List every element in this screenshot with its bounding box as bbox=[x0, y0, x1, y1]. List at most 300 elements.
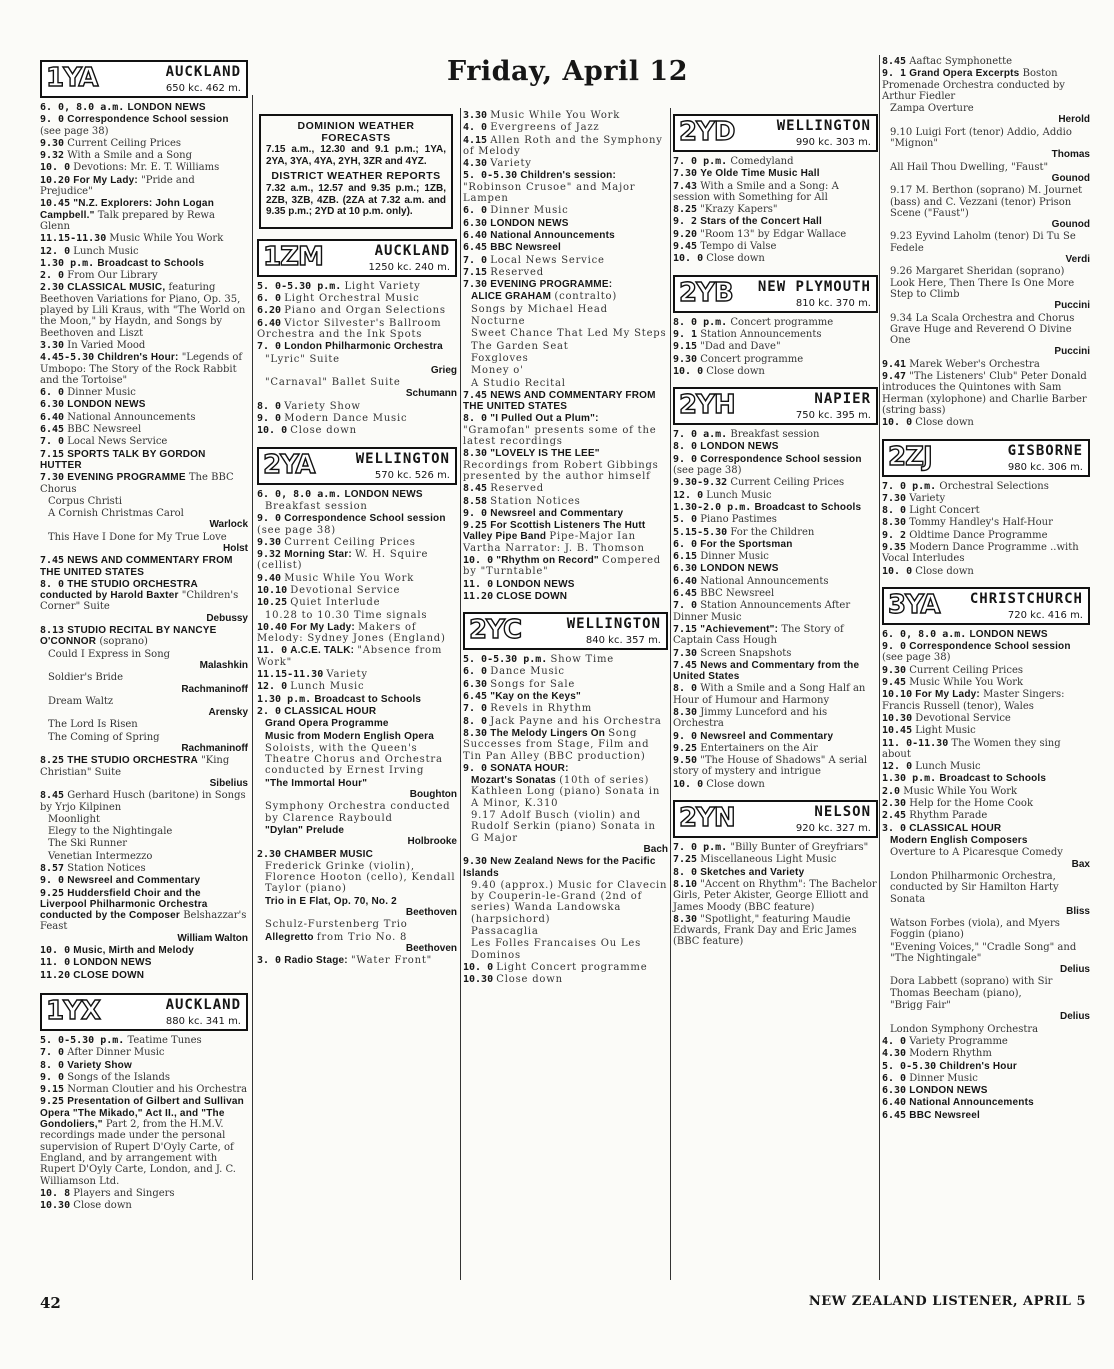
program-time: 9.30 bbox=[40, 137, 65, 149]
program-description: Sonata bbox=[890, 894, 926, 906]
program-entry bbox=[257, 573, 457, 584]
program-title: Newsreel and Commentary bbox=[67, 875, 201, 887]
program-time: 11.20 bbox=[463, 590, 494, 602]
program-entry bbox=[882, 689, 1090, 712]
program-time: 11.20 bbox=[40, 969, 71, 981]
program-title: Broadcast to Schools bbox=[97, 257, 205, 269]
program-time: 9.25 bbox=[40, 887, 65, 899]
program-time: 7.30 bbox=[882, 492, 907, 504]
program-entry bbox=[673, 588, 878, 599]
program-entry bbox=[40, 555, 248, 578]
program-entry bbox=[40, 1096, 248, 1186]
program-description: The Women they sing about bbox=[882, 737, 1061, 760]
program-time: 6. 0, 8.0 a.m. bbox=[882, 628, 967, 640]
program-title: "Rhythm on Record" bbox=[496, 554, 599, 566]
program-title: Grand Opera Excerpts bbox=[909, 68, 1020, 80]
program-composer: William Walton bbox=[177, 932, 248, 944]
program-title: For My Lady: bbox=[290, 621, 355, 633]
program-description: Close down bbox=[915, 565, 974, 577]
program-title: Correspondence School session bbox=[909, 641, 1071, 653]
program-time: 5. 0-5.30 bbox=[463, 170, 518, 182]
program-description: Marek Weber's Orchestra bbox=[909, 358, 1040, 370]
program-description: All Hail Thou Dwelling, "Faust" bbox=[890, 161, 1049, 173]
program-description: Current Ceiling Prices bbox=[909, 664, 1024, 676]
program-time: 9. 0 bbox=[463, 762, 488, 774]
program-description: "Legends of Umbopo: The Story of the Rock Rabbit and the Tortoise" bbox=[40, 352, 243, 386]
program-description: In Varied Mood bbox=[67, 339, 146, 351]
program-time: 9.35 bbox=[882, 541, 907, 553]
program-time: 9.41 bbox=[882, 358, 907, 370]
program-entry bbox=[882, 359, 1090, 370]
program-composer: Sibelius bbox=[209, 777, 248, 789]
program-time: 9. 0 bbox=[257, 513, 282, 525]
program-description: Light Music bbox=[915, 725, 976, 737]
program-entry bbox=[257, 861, 457, 895]
program-description: "Robinson Crusoe" and Major Lampen bbox=[463, 181, 636, 205]
program-entry bbox=[882, 713, 1090, 724]
program-entry bbox=[882, 823, 1090, 834]
program-description: Revels in Rhythm bbox=[490, 703, 592, 715]
program-entry bbox=[882, 1036, 1090, 1047]
program-entry bbox=[673, 563, 878, 574]
program-entry bbox=[40, 138, 248, 149]
program-description: With a Smile and a Song: A session with Something for All bbox=[673, 180, 839, 203]
program-title: EVENING PROGRAMME: bbox=[490, 279, 613, 291]
program-entry bbox=[673, 429, 878, 440]
program-time: 10.30 bbox=[40, 1200, 71, 1212]
program-time: 7.30 bbox=[40, 472, 65, 484]
program-description: Overture to A Picaresque Comedy bbox=[890, 847, 1063, 859]
program-entry bbox=[257, 681, 457, 692]
program-entry bbox=[463, 378, 668, 389]
program-entry bbox=[463, 304, 668, 315]
program-description: "Water Front" bbox=[351, 955, 433, 967]
program-entry bbox=[257, 645, 457, 668]
program-description: The Garden Seat bbox=[471, 340, 569, 352]
program-entry bbox=[40, 472, 248, 495]
program-description: Close down bbox=[706, 365, 765, 377]
program-time: 10. 8 bbox=[40, 1187, 71, 1199]
program-composer: Debussy bbox=[206, 612, 248, 624]
station-city: CHRISTCHURCH bbox=[969, 590, 1083, 607]
program-description: Music While You Work bbox=[284, 572, 415, 584]
program-title: "LOVELY IS THE LEE" bbox=[490, 448, 600, 460]
program-description: The Story of Captain Cass Hough bbox=[673, 623, 844, 647]
program-time: 1.30 p.m. bbox=[257, 693, 312, 705]
program-time: 9.30 bbox=[463, 856, 488, 868]
program-description: Elegy to the Nightingale bbox=[48, 826, 173, 838]
program-title: Morning Star: bbox=[284, 549, 352, 561]
program-entry bbox=[257, 896, 457, 919]
program-entry bbox=[882, 1085, 1090, 1096]
program-entry bbox=[463, 962, 668, 973]
program-time: 12. 0 bbox=[882, 761, 913, 773]
program-time: 10.30 bbox=[463, 974, 494, 986]
program-time: 9. 0 bbox=[40, 114, 65, 126]
program-time: 8.25 bbox=[40, 755, 65, 767]
program-entry bbox=[673, 229, 878, 240]
program-entry bbox=[463, 328, 668, 339]
program-description: (contralto) bbox=[554, 291, 618, 303]
program-time: 11.15-11.30 bbox=[40, 233, 107, 245]
program-time: 7. 0 bbox=[463, 703, 488, 715]
program-entry bbox=[257, 694, 457, 705]
program-description: The Coming of Spring bbox=[48, 731, 160, 743]
program-entry bbox=[40, 696, 248, 719]
program-time: 10. 0 bbox=[882, 417, 913, 429]
program-entry bbox=[463, 703, 668, 714]
program-list-2ya bbox=[257, 489, 457, 967]
program-time: 6. 0 bbox=[882, 1072, 907, 1084]
page-headline: Friday, April 12 bbox=[447, 56, 688, 87]
program-time: 8. 0 bbox=[673, 866, 698, 878]
station-frequency: 920 kc. 327 m. bbox=[795, 823, 871, 835]
program-time: 7.45 bbox=[673, 659, 698, 671]
program-title: "Achievement": bbox=[700, 623, 779, 635]
program-time: 7. 0 a.m. bbox=[673, 429, 728, 441]
program-description: Talk prepared by Rewa Glenn bbox=[40, 209, 215, 232]
station-2yc-header bbox=[463, 612, 668, 650]
program-entry bbox=[673, 648, 878, 659]
program-entry bbox=[882, 1000, 1090, 1023]
program-entry bbox=[463, 926, 668, 937]
program-title: Variety Show bbox=[67, 1059, 132, 1071]
program-entry bbox=[463, 716, 668, 727]
program-title: CLOSE DOWN bbox=[496, 590, 568, 602]
program-description: Norman Cloutier and his Orchestra bbox=[67, 1084, 248, 1096]
program-title: Newsreel and Commentary bbox=[700, 730, 834, 742]
program-time: 10.25 bbox=[257, 597, 288, 609]
program-entry bbox=[882, 566, 1090, 577]
program-entry bbox=[257, 501, 457, 512]
program-description: Variety bbox=[490, 158, 532, 170]
program-description: Entertainers on the Air bbox=[700, 742, 818, 754]
program-description: featuring Beethoven Variations for Piano, Op. 35, played by Lili Kraus, with "The World on the Moon," by Haydn, and Songs by Beethoven and Liszt bbox=[40, 282, 246, 339]
program-time: 8.30 bbox=[673, 913, 698, 925]
program-time: 6.40 bbox=[463, 229, 488, 241]
program-time: 10. 0 bbox=[257, 425, 288, 437]
program-entry bbox=[673, 683, 878, 706]
station-call-sign: 2YC bbox=[469, 615, 522, 646]
program-time: 6.40 bbox=[40, 411, 65, 423]
program-time: 6. 0, 8.0 a.m. bbox=[257, 488, 342, 500]
program-entry bbox=[463, 230, 668, 241]
program-title: Correspondence School session bbox=[67, 114, 229, 126]
program-entry bbox=[463, 691, 668, 702]
program-title: London Philharmonic Orchestra bbox=[284, 341, 443, 353]
station-1zm-header bbox=[257, 239, 457, 277]
program-entry bbox=[882, 629, 1090, 640]
program-entry bbox=[882, 162, 1090, 185]
program-description: (soprano) bbox=[99, 636, 148, 648]
program-time: 8.30 bbox=[463, 727, 488, 739]
program-entry bbox=[463, 483, 668, 494]
program-entry bbox=[673, 477, 878, 488]
program-description: "Spotlight," featuring Maudie Edwards, Frank Day and Eric James (BBC feature) bbox=[673, 913, 857, 948]
program-entry bbox=[257, 622, 457, 645]
program-description: "Gramofan" presents some of the latest recordings bbox=[463, 424, 657, 448]
station-city: NEW PLYMOUTH bbox=[757, 278, 871, 295]
program-description: Quiet Interlude bbox=[290, 597, 381, 609]
program-entry bbox=[40, 258, 248, 269]
station-city: WELLINGTON bbox=[566, 616, 661, 633]
program-entry bbox=[40, 340, 248, 351]
program-description: Music While You Work bbox=[909, 677, 1024, 689]
program-entry bbox=[257, 549, 457, 572]
program-list-3ya bbox=[882, 629, 1090, 1121]
station-city: AUCKLAND bbox=[374, 242, 450, 259]
program-description: Devotional Service bbox=[915, 712, 1011, 724]
program-description: "Brigg Fair" bbox=[890, 1000, 951, 1012]
program-entry bbox=[463, 413, 668, 447]
program-time: 6.45 bbox=[882, 1109, 907, 1121]
program-entry bbox=[882, 798, 1090, 809]
program-time: 8. 0 bbox=[257, 400, 282, 412]
program-time: 10. 0 bbox=[40, 945, 71, 957]
program-entry bbox=[882, 810, 1090, 821]
program-composer: Thomas bbox=[1051, 149, 1090, 161]
program-entry bbox=[882, 542, 1090, 565]
program-entry bbox=[673, 660, 878, 683]
program-time: 9.45 bbox=[882, 677, 907, 689]
program-description: Close down bbox=[496, 974, 563, 986]
program-list-1yx bbox=[40, 1035, 248, 1211]
program-description: Help for the Home Cook bbox=[909, 798, 1034, 810]
program-entry bbox=[257, 597, 457, 608]
program-time: 5. 0-5.30 bbox=[882, 1060, 937, 1072]
program-time: 5. 0-5.30 p.m. bbox=[257, 280, 342, 292]
program-time: 8. 0 bbox=[463, 413, 488, 425]
program-title: THE STUDIO ORCHESTRA conducted by Harold Baxter bbox=[40, 578, 198, 602]
program-time: 8.30 bbox=[463, 448, 488, 460]
program-time: 7. 0 bbox=[40, 1047, 65, 1059]
program-entry bbox=[463, 591, 668, 602]
program-list-2yh bbox=[673, 429, 878, 790]
program-time: 9.45 bbox=[673, 241, 698, 253]
program-time: 6.45 bbox=[463, 691, 488, 703]
station-frequency: 1250 kc. 240 m. bbox=[368, 261, 450, 273]
program-time: 5. 0-5.30 p.m. bbox=[463, 654, 548, 666]
program-description: Piano Pastimes bbox=[700, 514, 777, 526]
program-time: 10. 0 bbox=[463, 961, 494, 973]
program-entry bbox=[257, 305, 457, 316]
program-entry bbox=[673, 502, 878, 513]
program-description: (see page 38) bbox=[673, 465, 742, 477]
program-time: 7. 0 p.m. bbox=[882, 480, 937, 492]
program-description: Frederick Grinke (violin), Florence Hooton (cello), Kendall Taylor (piano) bbox=[265, 860, 456, 895]
program-description: Variety bbox=[326, 669, 368, 681]
station-frequency: 750 kc. 395 m. bbox=[795, 410, 871, 422]
program-entry bbox=[257, 537, 457, 548]
program-description: Passacaglia bbox=[471, 926, 539, 937]
program-time: 9. 0 bbox=[257, 413, 282, 425]
program-description: Jack Payne and his Orchestra bbox=[490, 715, 662, 727]
program-entry bbox=[673, 366, 878, 377]
program-description: Tempo di Valse bbox=[700, 241, 777, 253]
program-title: Broadcast to Schools bbox=[314, 693, 422, 705]
program-time: 6.30 bbox=[673, 563, 698, 575]
station-frequency: 810 kc. 370 m. bbox=[795, 297, 871, 309]
program-entry bbox=[463, 267, 668, 278]
program-entry bbox=[882, 1110, 1090, 1121]
station-2yb-header bbox=[673, 275, 878, 313]
program-entry bbox=[40, 755, 248, 789]
program-title: LONDON NEWS bbox=[700, 563, 779, 575]
station-frequency: 720 kc. 416 m. bbox=[1007, 609, 1083, 621]
program-time: 4.15 bbox=[463, 134, 488, 146]
column-2 bbox=[257, 106, 457, 967]
program-title: LONDON NEWS bbox=[344, 488, 423, 500]
program-time: 7.15 bbox=[40, 448, 65, 460]
program-entry bbox=[40, 814, 248, 825]
program-description: Local News Service bbox=[490, 254, 605, 266]
program-entry bbox=[257, 919, 457, 930]
program-description: Show Time bbox=[550, 654, 615, 666]
program-title: "I Pulled Out a Plum": bbox=[490, 413, 599, 425]
program-composer: Puccini bbox=[1054, 300, 1090, 312]
program-entry bbox=[40, 233, 248, 244]
program-time: 6. 0, 8.0 a.m. bbox=[40, 102, 125, 113]
program-title: Huddersfield Choir and the Liverpool Philharmonic Orchestra conducted by the Composer bbox=[40, 887, 208, 922]
program-time: 9.15 bbox=[673, 341, 698, 353]
program-entry bbox=[463, 218, 668, 229]
station-city: NELSON bbox=[814, 804, 871, 821]
program-entry bbox=[257, 825, 457, 848]
program-entry bbox=[673, 731, 878, 742]
program-entry bbox=[257, 513, 457, 536]
program-entry bbox=[40, 102, 248, 113]
program-description: From Our Library bbox=[67, 270, 158, 282]
program-description: Music While You Work bbox=[490, 110, 621, 121]
program-title: LONDON NEWS bbox=[73, 957, 152, 969]
program-entry bbox=[463, 365, 668, 376]
program-description: Pipe-Major Ian Vartha Narrator: J. B. Thomson bbox=[463, 531, 645, 554]
program-time: 10.45 bbox=[40, 198, 71, 210]
program-entry bbox=[257, 425, 457, 436]
program-entry bbox=[673, 216, 878, 227]
program-entry bbox=[673, 341, 878, 352]
program-entry bbox=[882, 493, 1090, 504]
program-entry bbox=[882, 976, 1090, 999]
program-description: Les Folles Francaises Ou Les Dominos bbox=[471, 938, 642, 961]
station-frequency: 840 kc. 357 m. bbox=[585, 635, 661, 647]
program-title: THE STUDIO ORCHESTRA bbox=[67, 755, 198, 767]
program-entry bbox=[40, 672, 248, 695]
program-time: 9. 1 bbox=[882, 68, 907, 80]
program-description: The Lord Is Risen bbox=[48, 719, 138, 731]
program-time: 2. 0 bbox=[257, 705, 282, 717]
station-1yx-header bbox=[40, 993, 248, 1031]
program-entry bbox=[882, 641, 1090, 664]
program-entry bbox=[673, 879, 878, 913]
program-description: National Announcements bbox=[67, 411, 196, 423]
program-description: Part 2, from the H.M.V. recordings made under the personal supervision of Rupert D'Oyly Carte, of England, and by arrangement with Rupert D'Oyly Carte, London, and J. C. Williamson Ltd. bbox=[40, 1119, 236, 1187]
program-entry bbox=[673, 867, 878, 878]
program-time: 8. 0 bbox=[673, 683, 698, 695]
program-time: 9.30 bbox=[882, 664, 907, 676]
program-description: Could I Express in Song bbox=[48, 648, 171, 660]
program-description: Light Concert programme bbox=[496, 961, 648, 973]
program-time: 6.30 bbox=[463, 678, 488, 690]
program-time: 10.30 bbox=[882, 712, 913, 724]
weather-dominion-heading: DOMINION WEATHER FORECASTS bbox=[297, 120, 415, 144]
program-description: Songs of the Islands bbox=[67, 1071, 170, 1083]
program-entry bbox=[463, 666, 668, 677]
program-description: (see page 38) bbox=[882, 652, 951, 664]
program-description: Close down bbox=[290, 425, 357, 437]
program-title: EVENING PROGRAMME bbox=[67, 472, 186, 484]
program-entry bbox=[463, 974, 668, 985]
program-description: Dinner Music bbox=[67, 387, 136, 399]
program-entry bbox=[673, 779, 878, 790]
program-description: Recordings from Robert Gibbings presented by the author himself bbox=[463, 459, 659, 482]
program-entry bbox=[463, 654, 668, 665]
station-2ya-header bbox=[257, 447, 457, 485]
program-description: from Trio No. 8 bbox=[316, 931, 408, 943]
program-entry bbox=[40, 790, 248, 813]
program-entry bbox=[40, 412, 248, 423]
program-time: 10.40 bbox=[257, 621, 288, 633]
program-entry bbox=[40, 579, 248, 624]
program-time: 12. 0 bbox=[257, 681, 288, 693]
program-description: Reserved bbox=[490, 266, 544, 278]
station-call-sign: 2YH bbox=[679, 390, 735, 421]
program-title: LONDON NEWS bbox=[127, 102, 206, 113]
program-composer: Delius bbox=[1059, 1011, 1090, 1023]
weather-district-heading: DISTRICT WEATHER REPORTS bbox=[271, 170, 441, 183]
program-time: 9.30 bbox=[673, 353, 698, 365]
station-frequency: 570 kc. 526 m. bbox=[374, 469, 450, 481]
program-description: 9.17 Adolf Busch (violin) and Rudolf Serkin (piano) Sonata in G Major bbox=[471, 810, 656, 844]
column-rule bbox=[460, 108, 461, 1280]
program-description: Current Ceiling Prices bbox=[67, 137, 182, 149]
program-time: 4. 0 bbox=[882, 1035, 907, 1047]
program-description: 10.28 to 10.30 Time signals bbox=[265, 609, 428, 621]
program-description: Sweet Chance That Led My Steps bbox=[471, 328, 667, 340]
program-description: Music While You Work bbox=[109, 233, 224, 245]
program-time: 2.30 bbox=[882, 798, 907, 810]
program-title: BBC Newsreel bbox=[909, 1109, 981, 1121]
station-3ya-header bbox=[882, 587, 1090, 625]
program-title: National Announcements bbox=[490, 229, 615, 241]
program-entry bbox=[882, 677, 1090, 688]
program-entry bbox=[257, 718, 457, 729]
program-entry bbox=[882, 786, 1090, 797]
program-time: 9. 2 bbox=[673, 216, 698, 228]
program-description: Watson Forbes (viola), and Myers Foggin (piano) bbox=[890, 918, 1060, 941]
program-entry bbox=[463, 496, 668, 507]
program-entry bbox=[673, 600, 878, 623]
station-call-sign: 3YA bbox=[888, 589, 940, 620]
program-list-2ya-continued bbox=[463, 110, 668, 602]
program-description: Soldier's Bride bbox=[48, 672, 124, 684]
program-time: 11. 0-11.30 bbox=[882, 737, 949, 749]
program-entry bbox=[673, 755, 878, 778]
program-entry bbox=[673, 156, 878, 167]
program-description: "The House of Shadows" A serial story of mystery and intrigue bbox=[673, 755, 868, 778]
program-entry bbox=[40, 114, 248, 137]
program-time: 9. 0 bbox=[673, 730, 698, 742]
program-description: Soloists, with the Queen's Theatre Chorus and Orchestra conducted by Ernest Irving bbox=[265, 742, 443, 777]
program-entry bbox=[40, 198, 248, 232]
program-time: 7.15 bbox=[673, 623, 698, 635]
program-entry bbox=[40, 162, 248, 173]
program-entry bbox=[882, 530, 1090, 541]
program-description: Master Singers: Francis Russell (tenor), Wales bbox=[882, 689, 1065, 712]
program-entry bbox=[40, 387, 248, 398]
program-entry bbox=[40, 851, 248, 862]
program-description: For the Children bbox=[730, 526, 815, 538]
